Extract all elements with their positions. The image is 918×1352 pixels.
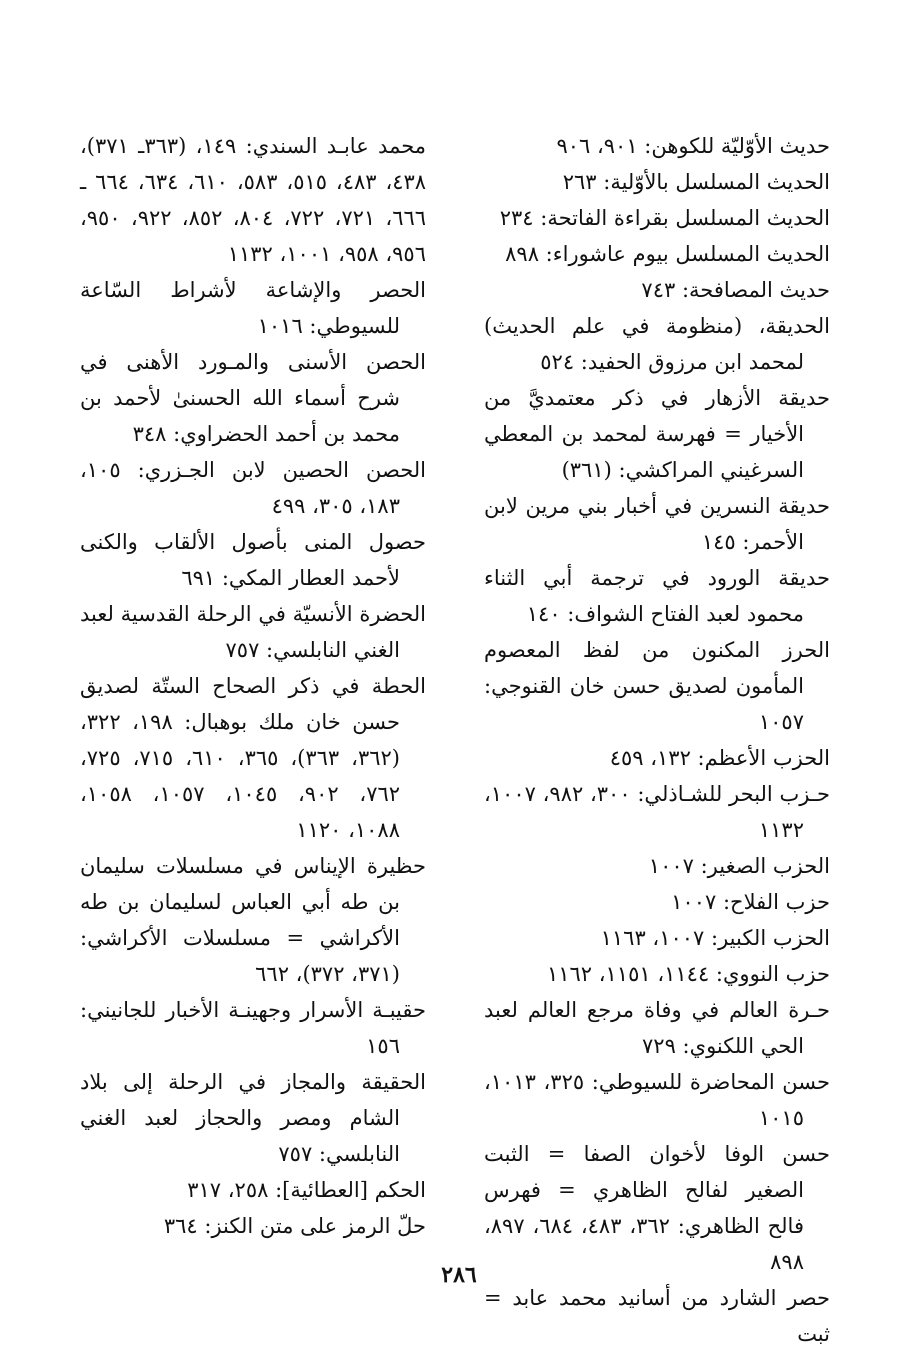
index-entry: حديث المصافحة: ٧٤٣ [641, 278, 830, 302]
page-number: ٢٨٦ [441, 1262, 477, 1288]
index-entry: الحصن الأسنى والمـورد الأهنى في شرح أسماء الله الحسنىٰ لأحمد بن محمد بن أحمد الحضراوي: ٣٤٨ [80, 350, 426, 446]
index-column-left [80, 128, 426, 1244]
index-entry: الحزب الصغير: ١٠٠٧ [648, 854, 830, 878]
index-entry: حـزب البحر للشـاذلي: ٣٠٠، ٩٨٢، ١٠٠٧، ١١٣٢ [484, 782, 830, 842]
index-entry: حلّ الرمز على متن الكنز: ٣٦٤ [163, 1214, 426, 1238]
index-entry: حصر الشارد من أسانيد محمد عابد = ثبت [484, 1286, 830, 1346]
index-entry: حـرة العالم في وفاة مرجع العالم لعبد الحي اللكنوي: ٧٢٩ [484, 998, 830, 1058]
index-entry: الحديث المسلسل بالأوّلية: ٢٦٣ [562, 170, 830, 194]
index-entry: الحديث المسلسل بيوم عاشوراء: ٨٩٨ [505, 242, 830, 266]
index-entry: الحكم [العطائية]: ٢٥٨، ٣١٧ [187, 1178, 426, 1202]
index-entry: حديقة الورود في ترجمة أبي الثناء محمود لعبد الفتاح الشواف: ١٤٠ [484, 566, 830, 626]
index-entry: حقيبـة الأسرار وجهينـة الأخبار للجانيني: ١٥٦ [80, 998, 426, 1058]
index-entry: الحقيقة والمجاز في الرحلة إلى بلاد الشام ومصر والحجاز لعبد الغني النابلسي: ٧٥٧ [80, 1070, 426, 1166]
index-entry: الحرز المكنون من لفظ المعصوم المأمون لصديق حسن خان القنوجي: ١٠٥٧ [484, 638, 830, 734]
index-entry: الحزب الأعظم: ١٣٢، ٤٥٩ [609, 746, 830, 770]
index-column-right [484, 128, 830, 1352]
index-entry: الحديث المسلسل بقراءة الفاتحة: ٢٣٤ [499, 206, 830, 230]
index-entry: حديقة الأزهار في ذكر معتمديَّ من الأخيار = فهرسة لمحمد بن المعطي السرغيني المراكشي: (٣٦١) [484, 386, 830, 482]
index-entry: الحضرة الأنسيّة في الرحلة القدسية لعبد الغني النابلسي: ٧٥٧ [80, 602, 426, 662]
index-entry: حديقة النسرين في أخبار بني مرين لابن الأحمر: ١٤٥ [484, 494, 830, 554]
index-entry: حديث الأوّليّة للكوهن: ٩٠١، ٩٠٦ [556, 134, 830, 158]
index-entry: الحديقة، (منظومة في علم الحديث) لمحمد ابن مرزوق الحفيد: ٥٢٤ [484, 314, 830, 374]
index-entry: الحصن الحصين لابن الجـزري: ١٠٥، ١٨٣، ٣٠٥، ٤٩٩ [80, 458, 426, 518]
index-entry: حصول المنى بأصول الألقاب والكنى لأحمد العطار المكي: ٦٩١ [80, 530, 426, 590]
index-entry: حسن المحاضرة للسيوطي: ٣٢٥، ١٠١٣، ١٠١٥ [484, 1070, 830, 1130]
index-entry: حزب الفلاح: ١٠٠٧ [671, 890, 830, 914]
index-entry: حزب النووي: ١١٤٤، ١١٥١، ١١٦٢ [546, 962, 830, 986]
index-entry: الحصر والإشاعة لأشراط السّاعة للسيوطي: ١٠١٦ [80, 278, 426, 338]
index-entry: الحطة في ذكر الصحاح الستّة لصديق حسن خان ملك بوهبال: ١٩٨، ٣٢٢، (٣٦٢، ٣٦٣)، ٣٦٥، ٦١٠، ٧١٥، ٧٢٥، ٧٦٢، ٩٠٢، ١٠٤٥، ١٠٥٧، ١٠٥٨، ١٠٨٨، ١١٢٠ [80, 674, 426, 842]
index-entry: الحزب الكبير: ١٠٠٧، ١١٦٣ [600, 926, 830, 950]
index-entry: محمد عابـد السندي: ١٤٩، (٣٦٣ـ ٣٧١)، ٤٣٨، ٤٨٣، ٥١٥، ٥٨٣، ٦١٠، ٦٣٤، ٦٦٤ ـ ٦٦٦، ٧٢١، ٧٢٢، ٨٠٤، ٨٥٢، ٩٢٢، ٩٥٠، ٩٥٦، ٩٥٨، ١٠٠١، ١١٣٢ [80, 134, 427, 266]
index-entry: حظيرة الإيناس في مسلسلات سليمان بن طه أبي العباس لسليمان بن طه الأكراشي = مسلسلات الأكراشي: (٣٧١، ٣٧٢)، ٦٦٢ [80, 854, 426, 986]
index-entry: حسن الوفا لأخوان الصفا = الثبت الصغير لفالح الظاهري = فهرس فالح الظاهري: ٣٦٢، ٤٨٣، ٦٨٤، ٨٩٧، ٨٩٨ [484, 1142, 830, 1274]
